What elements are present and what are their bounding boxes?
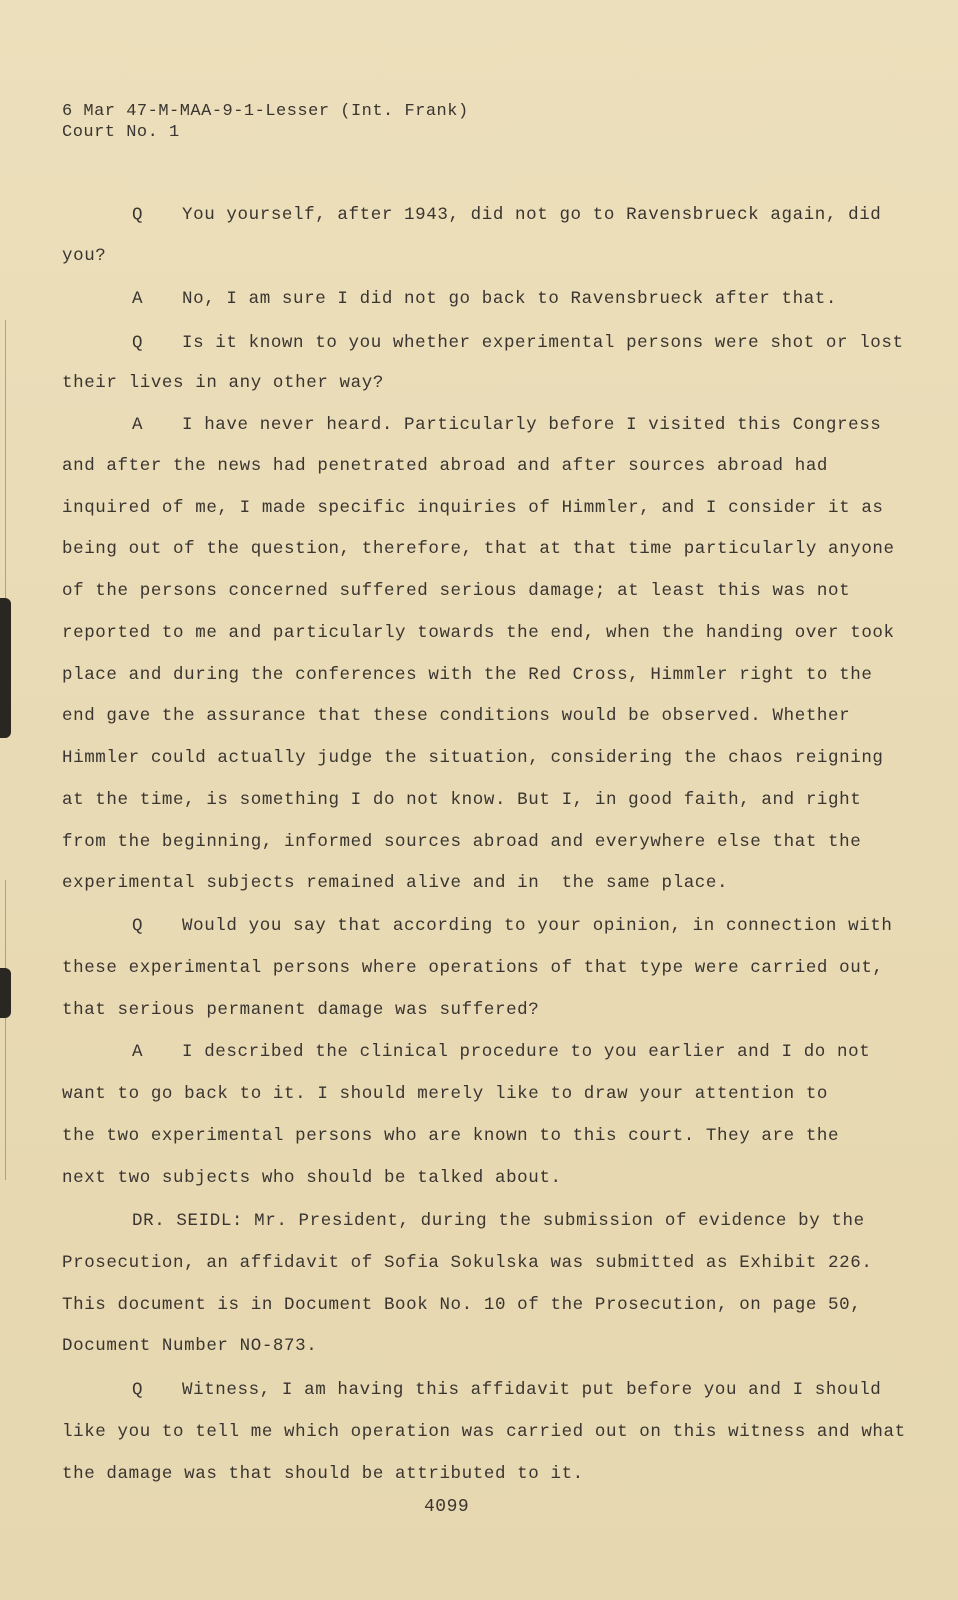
text-line (62, 747, 884, 769)
text-line (62, 957, 884, 979)
line-text: you? (62, 246, 107, 266)
question-line (132, 204, 881, 226)
q-marker: Q (132, 205, 144, 225)
header-line-1: 6 Mar 47-M-MAA-9-1-Lesser (Int. Frank) (62, 102, 469, 121)
q-marker: Q (132, 916, 144, 936)
document-header (62, 101, 469, 143)
text-line (62, 538, 895, 560)
line-text: Would you say that according to your opinion, in connection with (182, 916, 893, 936)
line-text: I described the clinical procedure to you earlier and I do not (182, 1042, 871, 1062)
page-number: 4099 (424, 1497, 470, 1517)
line-text: that serious permanent damage was suffered? (62, 1000, 540, 1020)
a-marker: A (132, 289, 144, 309)
line-text: the two experimental persons who are known to this court. They are the (62, 1126, 840, 1146)
text-line (62, 455, 828, 477)
line-text: reported to me and particularly towards the end, when the handing over took (62, 623, 895, 643)
answer-line (132, 288, 837, 310)
punch-mark (0, 598, 11, 738)
line-text: You yourself, after 1943, did not go to Ravensbrueck again, did (182, 205, 882, 225)
text-line (62, 831, 861, 853)
text-line (62, 705, 850, 727)
line-text: inquired of me, I made specific inquiries of Himmler, and I consider it as (62, 498, 884, 518)
line-text: next two subjects who should be talked about. (62, 1168, 562, 1188)
text-line (62, 1252, 872, 1274)
line-text: being out of the question, therefore, that at that time particularly anyone (62, 539, 895, 559)
line-text: at the time, is something I do not know. But I, in good faith, and right (62, 790, 862, 810)
line-text: Himmler could actually judge the situation, considering the chaos reigning (62, 748, 884, 768)
text-line (62, 789, 861, 811)
text-line (62, 1294, 861, 1316)
question-line (132, 332, 904, 354)
punch-mark (0, 968, 11, 1018)
text-line (62, 1421, 906, 1443)
line-text: like you to tell me which operation was carried out on this witness and what (62, 1422, 906, 1442)
text-line (62, 580, 850, 602)
text-line (62, 245, 106, 267)
line-text: their lives in any other way? (62, 373, 384, 393)
line-text: and after the news had penetrated abroad and after sources abroad had (62, 456, 829, 476)
text-line (62, 497, 884, 519)
text-line (62, 999, 539, 1021)
text-line (62, 1335, 317, 1357)
line-text: end gave the assurance that these conditions would be observed. Whether (62, 706, 851, 726)
text-line (62, 1167, 562, 1189)
text-line (62, 1463, 584, 1485)
a-marker: A (132, 1042, 144, 1062)
header-line-2: Court No. 1 (62, 123, 180, 142)
line-text: Prosecution, an affidavit of Sofia Sokulska was submitted as Exhibit 226. (62, 1253, 873, 1273)
q-marker: Q (132, 1380, 144, 1400)
speaker-line (132, 1210, 865, 1232)
line-text: Is it known to you whether experimental persons were shot or lost (182, 333, 904, 353)
line-text: place and during the conferences with the Red Cross, Himmler right to the (62, 665, 873, 685)
line-text: I have never heard. Particularly before I visited this Congress (182, 415, 882, 435)
line-text: DR. SEIDL: Mr. President, during the submission of evidence by the (132, 1211, 865, 1231)
margin-line (5, 880, 6, 1180)
line-text: experimental subjects remained alive and in the same place. (62, 873, 729, 893)
line-text: Document Number NO-873. (62, 1336, 318, 1356)
text-line (62, 1125, 839, 1147)
margin-line (5, 320, 6, 620)
line-text: This document is in Document Book No. 10 of the Prosecution, on page 50, (62, 1295, 862, 1315)
line-text: of the persons concerned suffered serious damage; at least this was not (62, 581, 851, 601)
question-line (132, 1379, 881, 1401)
line-text: want to go back to it. I should merely like to draw your attention to (62, 1084, 829, 1104)
a-marker: A (132, 415, 144, 435)
line-text: these experimental persons where operations of that type were carried out, (62, 958, 884, 978)
line-text: Witness, I am having this affidavit put before you and I should (182, 1380, 882, 1400)
answer-line (132, 1041, 870, 1063)
text-line (62, 622, 895, 644)
text-line (62, 1083, 828, 1105)
q-marker: Q (132, 333, 144, 353)
answer-line (132, 414, 881, 436)
text-line (62, 664, 872, 686)
text-line (62, 872, 728, 894)
line-text: from the beginning, informed sources abroad and everywhere else that the (62, 832, 862, 852)
line-text: the damage was that should be attributed to it. (62, 1464, 584, 1484)
text-line (62, 372, 384, 394)
line-text: No, I am sure I did not go back to Ravensbrueck after that. (182, 289, 838, 309)
question-line (132, 915, 893, 937)
